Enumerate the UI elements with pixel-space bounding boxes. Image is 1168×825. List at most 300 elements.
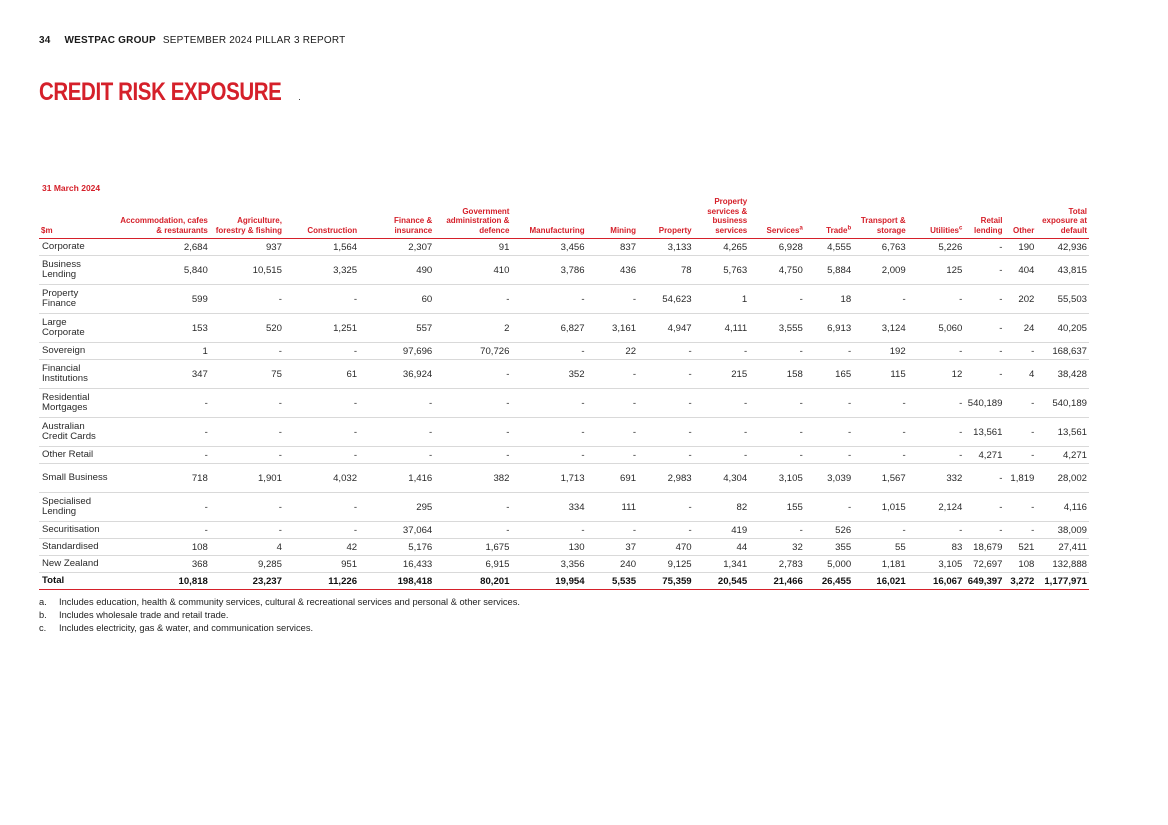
table-cell: 21,466: [749, 573, 805, 590]
table-cell: 153: [111, 314, 210, 343]
table-cell: -: [511, 418, 586, 447]
table-cell: -: [284, 522, 359, 539]
column-header-label: Property services & business services: [707, 197, 748, 235]
table-row: [39, 539, 1089, 556]
row-label: Australian Credit Cards: [39, 418, 111, 447]
column-header-label: Government administration & defence: [446, 206, 510, 235]
table-cell: -: [638, 522, 694, 539]
table-cell: 70,726: [434, 343, 511, 360]
table-cell: 24: [1004, 314, 1036, 343]
column-header: [434, 197, 511, 239]
table-cell: -: [694, 418, 750, 447]
page-number: 34: [39, 35, 51, 46]
table-cell: -: [749, 418, 805, 447]
footnote-marker: a: [799, 224, 803, 231]
table-cell: -: [964, 464, 1004, 493]
column-header-label: Manufacturing: [529, 225, 585, 235]
table-cell: 649,397: [964, 573, 1004, 590]
table-cell: 111: [587, 493, 638, 522]
footnote: [39, 596, 520, 609]
table-cell: 368: [111, 556, 210, 573]
table-cell: -: [1004, 522, 1036, 539]
table-cell: 82: [694, 493, 750, 522]
table-cell: -: [638, 447, 694, 464]
table-cell: 115: [853, 360, 908, 389]
table-cell: 20,545: [694, 573, 750, 590]
table-cell: 4: [1004, 360, 1036, 389]
row-label: Property Finance: [39, 285, 111, 314]
row-label: Sovereign: [39, 343, 111, 360]
table-cell: 2,684: [111, 239, 210, 256]
table-cell: -: [210, 522, 284, 539]
table-cell: -: [284, 447, 359, 464]
table-cell: 125: [908, 256, 965, 285]
credit-risk-table: [39, 197, 1089, 590]
column-header-label: Retail lending: [974, 216, 1003, 235]
row-label: New Zealand: [39, 556, 111, 573]
table-cell: 37: [587, 539, 638, 556]
table-cell: 1,675: [434, 539, 511, 556]
table-cell: -: [434, 447, 511, 464]
table-cell: -: [587, 522, 638, 539]
table-cell: -: [908, 418, 965, 447]
column-header-label: Services: [766, 225, 800, 235]
table-cell: 108: [1004, 556, 1036, 573]
company-name: WESTPAC GROUP: [64, 35, 156, 46]
table-cell: 2,124: [908, 493, 965, 522]
table-cell: 16,021: [853, 573, 908, 590]
table-cell: -: [1004, 389, 1036, 418]
table-cell: 240: [587, 556, 638, 573]
table-cell: -: [638, 389, 694, 418]
table-cell: -: [853, 522, 908, 539]
table-cell: 4,111: [694, 314, 750, 343]
table-cell: 32: [749, 539, 805, 556]
table-cell: 23,237: [210, 573, 284, 590]
table-cell: -: [908, 447, 965, 464]
table-cell: 6,763: [853, 239, 908, 256]
table-cell: 1,901: [210, 464, 284, 493]
table-cell: -: [694, 343, 750, 360]
table-cell: 557: [359, 314, 434, 343]
table-cell: -: [587, 418, 638, 447]
table-cell: -: [964, 343, 1004, 360]
table-cell: 1,564: [284, 239, 359, 256]
table-cell: 42,936: [1036, 239, 1089, 256]
table-cell: 3,356: [511, 556, 586, 573]
footnotes: [39, 596, 520, 635]
table-cell: 5,840: [111, 256, 210, 285]
table-cell: 1,181: [853, 556, 908, 573]
table-cell: 9,285: [210, 556, 284, 573]
table-cell: -: [638, 418, 694, 447]
footnote-marker: c: [958, 224, 963, 231]
table-cell: -: [511, 447, 586, 464]
table-cell: -: [434, 389, 511, 418]
row-label: Financial Institutions: [39, 360, 111, 389]
table-cell: 2,307: [359, 239, 434, 256]
column-header-label: Utilities: [930, 225, 959, 235]
table-cell: 404: [1004, 256, 1036, 285]
table-cell: 4: [210, 539, 284, 556]
row-header-label: $m: [39, 197, 111, 239]
table-cell: 1,015: [853, 493, 908, 522]
table-cell: 3,272: [1004, 573, 1036, 590]
table-cell: 130: [511, 539, 586, 556]
table-cell: 334: [511, 493, 586, 522]
total-row: [39, 573, 1089, 590]
table-cell: -: [853, 389, 908, 418]
footnote-key: b.: [39, 610, 47, 620]
table-cell: 158: [749, 360, 805, 389]
table-cell: 6,928: [749, 239, 805, 256]
table-cell: -: [964, 360, 1004, 389]
table-cell: -: [805, 447, 853, 464]
table-cell: 4,750: [749, 256, 805, 285]
table-row: [39, 464, 1089, 493]
table-cell: 526: [805, 522, 853, 539]
table-cell: -: [511, 522, 586, 539]
table-cell: 5,226: [908, 239, 965, 256]
table-cell: -: [111, 418, 210, 447]
table-row: [39, 239, 1089, 256]
table-cell: 13,561: [964, 418, 1004, 447]
date-label: 31 March 2024: [42, 183, 101, 193]
table-cell: -: [964, 493, 1004, 522]
table-cell: 3,555: [749, 314, 805, 343]
table-cell: 42: [284, 539, 359, 556]
table-cell: -: [284, 285, 359, 314]
table-row: [39, 493, 1089, 522]
footnote: [39, 622, 520, 635]
table-cell: 28,002: [1036, 464, 1089, 493]
table-cell: 168,637: [1036, 343, 1089, 360]
table-cell: 108: [111, 539, 210, 556]
table-cell: 4,265: [694, 239, 750, 256]
table-cell: -: [210, 285, 284, 314]
table-cell: -: [434, 522, 511, 539]
table-cell: 4,271: [964, 447, 1004, 464]
table-cell: -: [638, 343, 694, 360]
table-cell: -: [111, 493, 210, 522]
table-cell: 718: [111, 464, 210, 493]
table-cell: -: [853, 285, 908, 314]
table-cell: 1,819: [1004, 464, 1036, 493]
column-header-label: Property: [658, 225, 692, 235]
table-cell: 1: [111, 343, 210, 360]
table-cell: 132,888: [1036, 556, 1089, 573]
table-cell: 155: [749, 493, 805, 522]
footnote-text: Includes electricity, gas & water, and communication services.: [59, 623, 314, 633]
table-cell: 3,105: [908, 556, 965, 573]
table-cell: 55: [853, 539, 908, 556]
table-cell: 6,915: [434, 556, 511, 573]
table-cell: 520: [210, 314, 284, 343]
table-cell: 4,555: [805, 239, 853, 256]
table-cell: 54,623: [638, 285, 694, 314]
table-cell: -: [587, 447, 638, 464]
table-cell: -: [511, 389, 586, 418]
table-cell: -: [964, 239, 1004, 256]
table-cell: 40,205: [1036, 314, 1089, 343]
table-cell: -: [359, 447, 434, 464]
table-cell: 951: [284, 556, 359, 573]
report-name: SEPTEMBER 2024 PILLAR 3 REPORT: [162, 35, 346, 46]
table-cell: 540,189: [1036, 389, 1089, 418]
table-cell: -: [511, 343, 586, 360]
page-title: CREDIT RISK EXPOSURE: [39, 78, 282, 106]
footnote: [39, 609, 520, 622]
table-row: [39, 522, 1089, 539]
table-cell: 27,411: [1036, 539, 1089, 556]
row-label: Large Corporate: [39, 314, 111, 343]
table-cell: -: [908, 343, 965, 360]
table-cell: 83: [908, 539, 965, 556]
column-header-label: Total exposure at default: [1042, 206, 1087, 235]
table-cell: -: [853, 418, 908, 447]
footnote-key: c.: [39, 623, 47, 633]
column-header-label: Construction: [307, 225, 358, 235]
table-cell: 97,696: [359, 343, 434, 360]
table-row: [39, 285, 1089, 314]
table-cell: 295: [359, 493, 434, 522]
row-label: Specialised Lending: [39, 493, 111, 522]
table-row: [39, 360, 1089, 389]
table-cell: 3,039: [805, 464, 853, 493]
table-cell: -: [587, 285, 638, 314]
table-cell: 3,786: [511, 256, 586, 285]
table-cell: 202: [1004, 285, 1036, 314]
table-cell: -: [210, 389, 284, 418]
table-cell: 347: [111, 360, 210, 389]
table-cell: 521: [1004, 539, 1036, 556]
table-cell: 1,713: [511, 464, 586, 493]
column-header-label: Other: [1013, 225, 1035, 235]
table-cell: -: [434, 285, 511, 314]
table-cell: -: [749, 343, 805, 360]
table-cell: -: [284, 343, 359, 360]
table-cell: -: [111, 447, 210, 464]
table-cell: -: [511, 285, 586, 314]
table-cell: 436: [587, 256, 638, 285]
table-cell: -: [111, 522, 210, 539]
table-cell: 10,515: [210, 256, 284, 285]
table-cell: 55,503: [1036, 285, 1089, 314]
column-header: [964, 197, 1004, 239]
column-header: [853, 197, 908, 239]
table-cell: 165: [805, 360, 853, 389]
table-cell: 3,325: [284, 256, 359, 285]
row-label: Corporate: [39, 239, 111, 256]
table-cell: -: [1004, 418, 1036, 447]
table-cell: -: [434, 418, 511, 447]
column-header-label: Agriculture, forestry & fishing: [215, 216, 282, 235]
table-cell: -: [210, 343, 284, 360]
table-cell: 43,815: [1036, 256, 1089, 285]
table-cell: 1,251: [284, 314, 359, 343]
table-cell: 198,418: [359, 573, 434, 590]
table-cell: 38,428: [1036, 360, 1089, 389]
table-row: [39, 556, 1089, 573]
table-header-row: [39, 197, 1089, 239]
table-cell: -: [210, 447, 284, 464]
column-header: [638, 197, 694, 239]
footnote-key: a.: [39, 597, 47, 607]
table-cell: 2,983: [638, 464, 694, 493]
table-cell: 2,783: [749, 556, 805, 573]
table-cell: 36,924: [359, 360, 434, 389]
row-label: Standardised: [39, 539, 111, 556]
table-cell: 5,176: [359, 539, 434, 556]
table-cell: 3,105: [749, 464, 805, 493]
column-header: [1036, 197, 1089, 239]
column-header: [587, 197, 638, 239]
column-header: [284, 197, 359, 239]
table-cell: -: [749, 522, 805, 539]
row-label: Small Business: [39, 464, 111, 493]
table-cell: 5,884: [805, 256, 853, 285]
table-cell: 4,032: [284, 464, 359, 493]
table-cell: 490: [359, 256, 434, 285]
table-cell: -: [434, 360, 511, 389]
table-cell: 75,359: [638, 573, 694, 590]
table-cell: 75: [210, 360, 284, 389]
table-cell: 5,535: [587, 573, 638, 590]
table-cell: -: [284, 389, 359, 418]
table-cell: 3,124: [853, 314, 908, 343]
table-cell: 4,116: [1036, 493, 1089, 522]
table-cell: -: [1004, 343, 1036, 360]
table-cell: -: [749, 285, 805, 314]
table-cell: -: [749, 389, 805, 418]
table-cell: -: [964, 285, 1004, 314]
table-cell: 332: [908, 464, 965, 493]
table-row: [39, 447, 1089, 464]
table-cell: -: [359, 389, 434, 418]
table-cell: -: [210, 493, 284, 522]
table-row: [39, 256, 1089, 285]
table-cell: -: [1004, 447, 1036, 464]
table-cell: -: [805, 389, 853, 418]
column-header: [359, 197, 434, 239]
table-cell: 91: [434, 239, 511, 256]
row-label: Securitisation: [39, 522, 111, 539]
table-cell: -: [749, 447, 805, 464]
table-cell: -: [964, 522, 1004, 539]
table-cell: -: [638, 493, 694, 522]
table-cell: 18: [805, 285, 853, 314]
table-cell: 1,567: [853, 464, 908, 493]
table-cell: 80,201: [434, 573, 511, 590]
table-row: [39, 418, 1089, 447]
table-cell: 4,304: [694, 464, 750, 493]
table-cell: 16,433: [359, 556, 434, 573]
table-cell: 3,133: [638, 239, 694, 256]
table-cell: -: [638, 360, 694, 389]
row-label: Total: [39, 573, 111, 590]
table-cell: 78: [638, 256, 694, 285]
footnote-marker: b: [847, 224, 852, 231]
table-cell: 6,827: [511, 314, 586, 343]
stray-dot: [299, 99, 300, 100]
table-cell: 12: [908, 360, 965, 389]
footnote-text: Includes education, health & community services, cultural & recreational services and personal & other services.: [59, 597, 520, 607]
table-cell: 837: [587, 239, 638, 256]
table-cell: 540,189: [964, 389, 1004, 418]
row-label: Business Lending: [39, 256, 111, 285]
row-label: Other Retail: [39, 447, 111, 464]
table-cell: 6,913: [805, 314, 853, 343]
table-cell: -: [587, 389, 638, 418]
table-cell: 2: [434, 314, 511, 343]
table-cell: 470: [638, 539, 694, 556]
table-cell: 9,125: [638, 556, 694, 573]
table-cell: 215: [694, 360, 750, 389]
table-cell: 16,067: [908, 573, 965, 590]
table-body: [39, 239, 1089, 590]
table-cell: -: [434, 493, 511, 522]
table-cell: -: [908, 285, 965, 314]
row-label: Residential Mortgages: [39, 389, 111, 418]
column-header: [908, 197, 965, 239]
table-cell: 3,456: [511, 239, 586, 256]
table-cell: -: [694, 389, 750, 418]
table-cell: 44: [694, 539, 750, 556]
column-header-label: Accommodation, cafes & restaurants: [120, 216, 208, 235]
table-cell: -: [1004, 493, 1036, 522]
table-cell: 3,161: [587, 314, 638, 343]
table-cell: 61: [284, 360, 359, 389]
table-cell: 11,226: [284, 573, 359, 590]
column-header-label: Finance & insurance: [394, 216, 433, 235]
table-cell: 192: [853, 343, 908, 360]
column-header: [210, 197, 284, 239]
table-cell: 937: [210, 239, 284, 256]
table-cell: 1,177,971: [1036, 573, 1089, 590]
column-header-label: Transport & storage: [860, 216, 906, 235]
table-cell: -: [210, 418, 284, 447]
column-header: [694, 197, 750, 239]
table-cell: 419: [694, 522, 750, 539]
table-cell: -: [359, 418, 434, 447]
column-header: [1004, 197, 1036, 239]
table-cell: 18,679: [964, 539, 1004, 556]
table-cell: 1,341: [694, 556, 750, 573]
table-cell: 22: [587, 343, 638, 360]
table-cell: 599: [111, 285, 210, 314]
table-cell: 352: [511, 360, 586, 389]
page-header: [39, 35, 345, 46]
table-cell: 190: [1004, 239, 1036, 256]
table-cell: 2,009: [853, 256, 908, 285]
table-cell: 355: [805, 539, 853, 556]
table-cell: -: [853, 447, 908, 464]
table-cell: -: [805, 493, 853, 522]
table-cell: 1: [694, 285, 750, 314]
table-cell: -: [587, 360, 638, 389]
table-cell: -: [964, 256, 1004, 285]
table-cell: -: [964, 314, 1004, 343]
table-row: [39, 389, 1089, 418]
table-cell: 5,000: [805, 556, 853, 573]
table-cell: 5,763: [694, 256, 750, 285]
table-cell: 4,947: [638, 314, 694, 343]
table-cell: 13,561: [1036, 418, 1089, 447]
table-cell: 691: [587, 464, 638, 493]
table-cell: -: [805, 343, 853, 360]
table-cell: 5,060: [908, 314, 965, 343]
column-header: [805, 197, 853, 239]
